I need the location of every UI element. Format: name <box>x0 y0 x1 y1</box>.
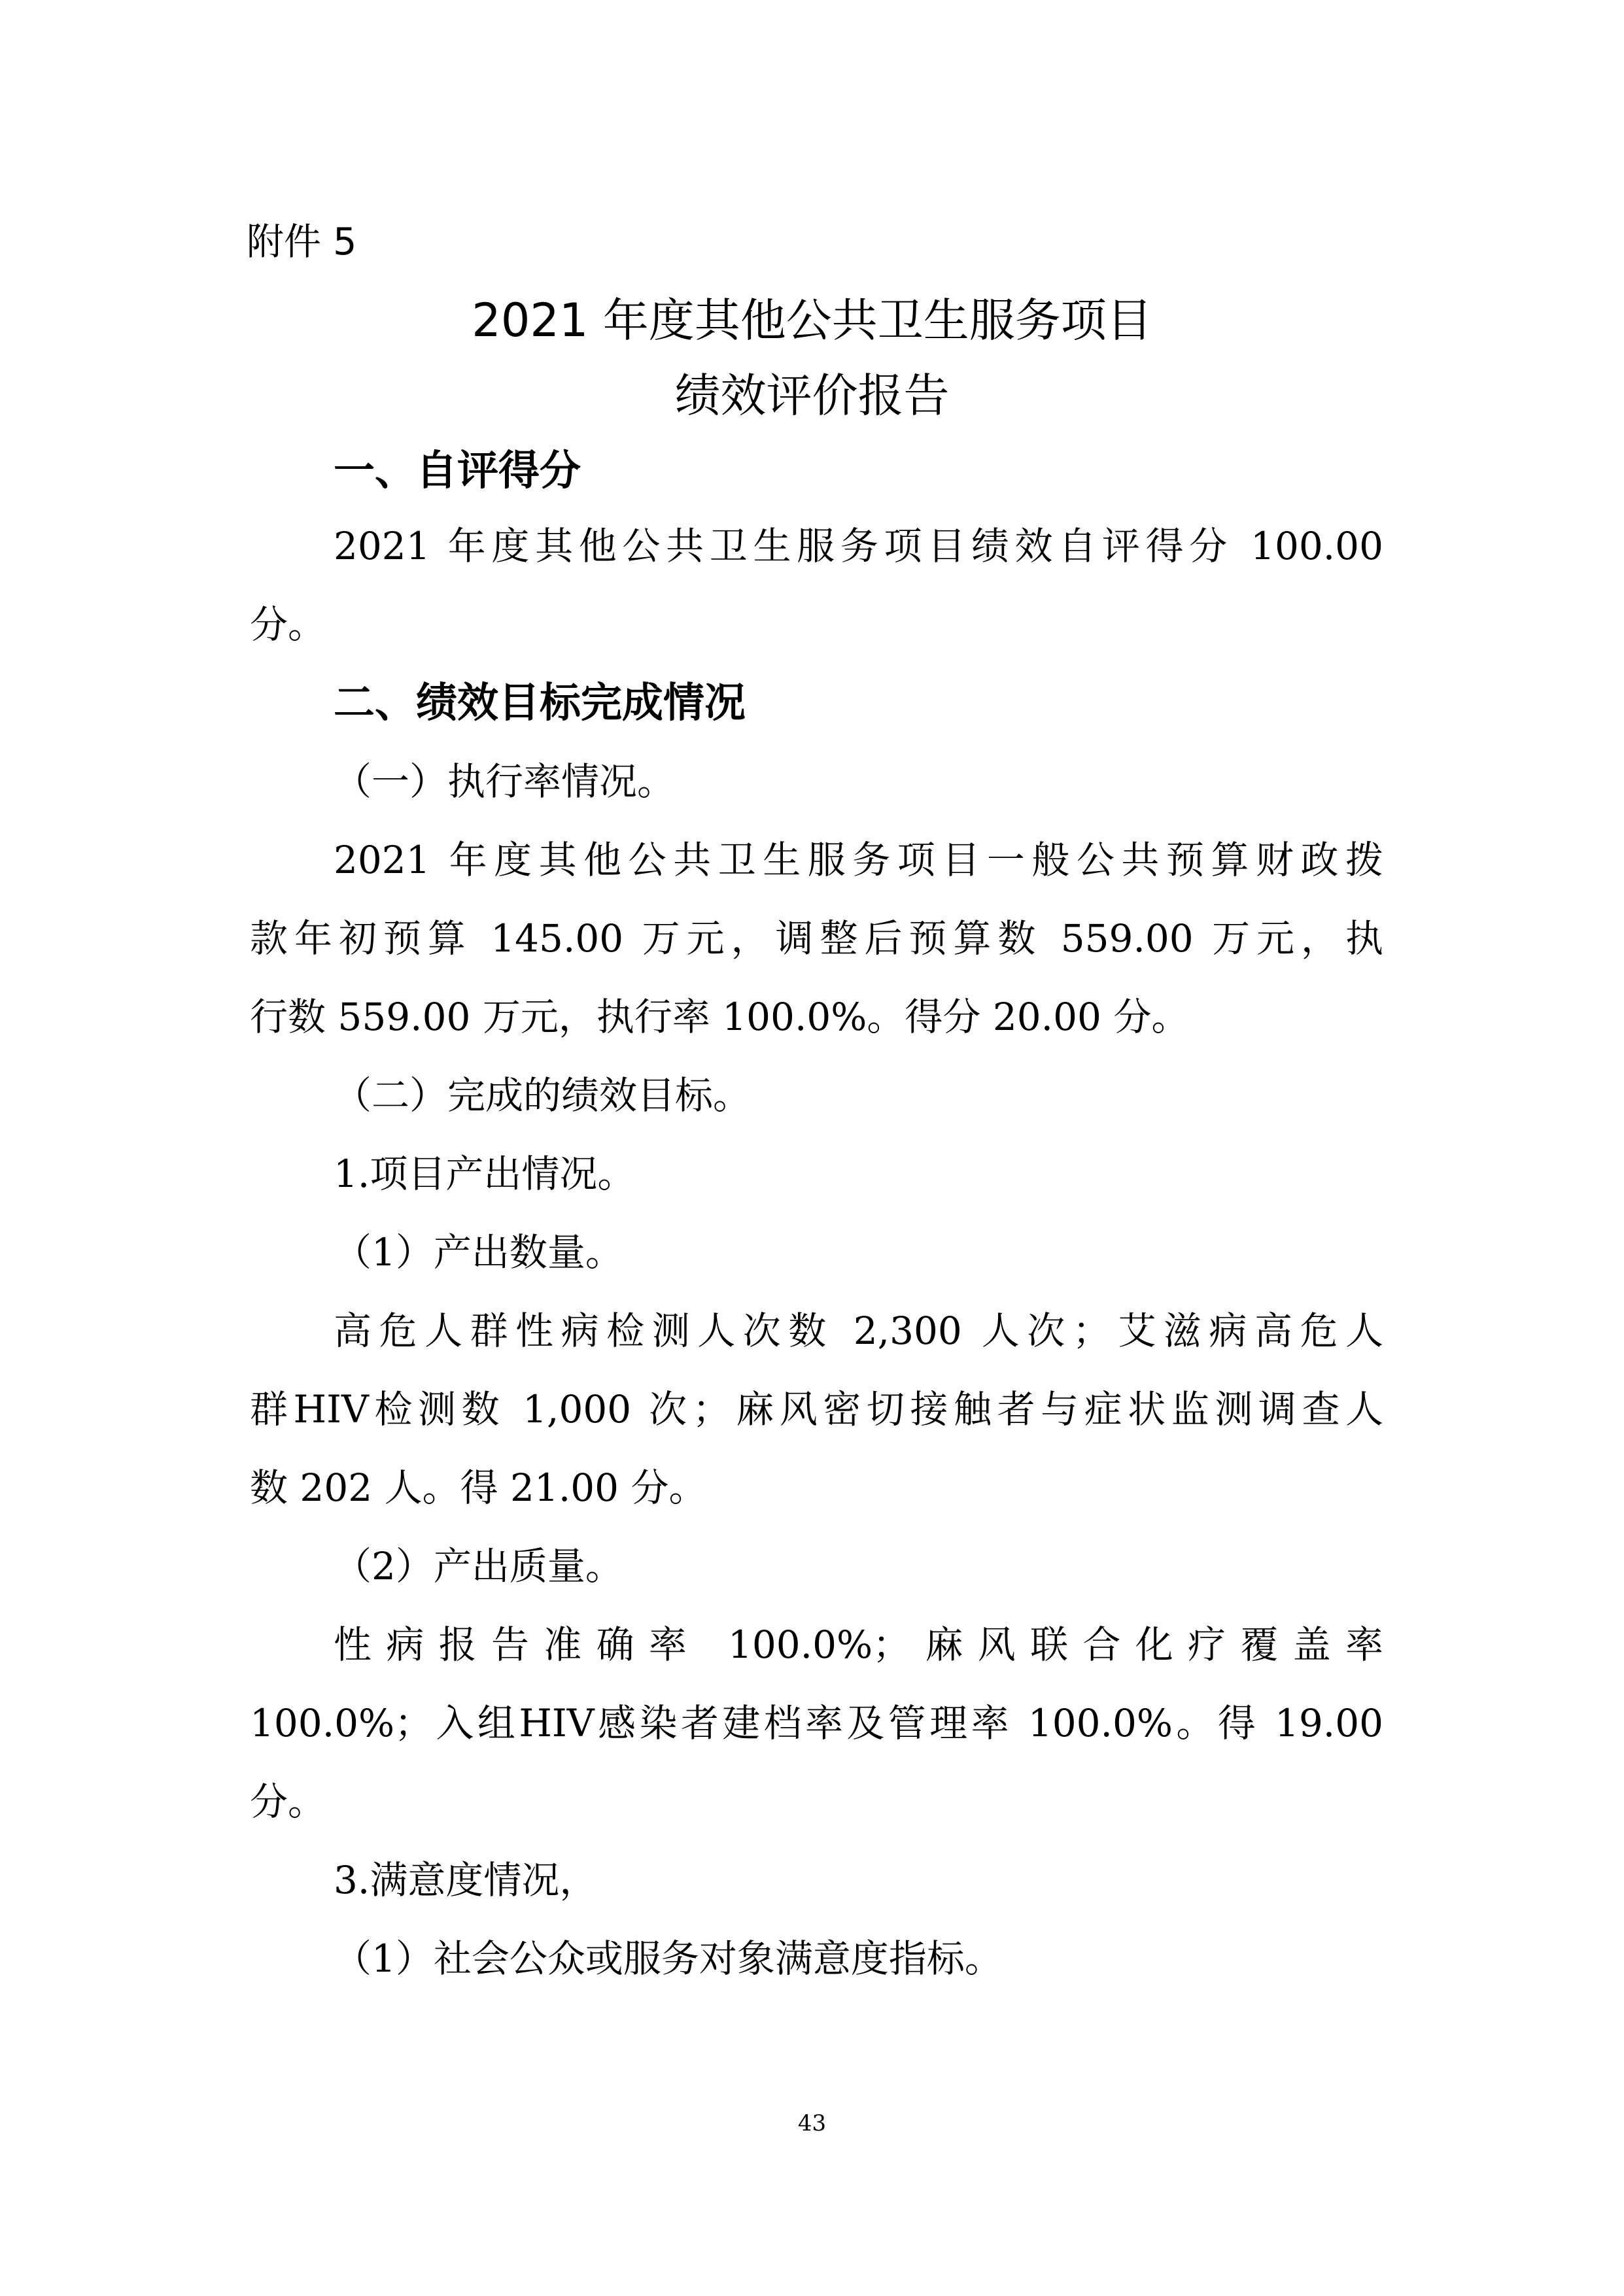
section1-heading: 一、自评得分 <box>334 447 581 494</box>
sub1-para-line3: 行数 559.00 万元，执行率 100.0%。得分 20.00 分。 <box>250 995 1190 1039</box>
satisfaction-item-heading: 3.满意度情况， <box>334 1858 598 1902</box>
quantity-heading: （1）产出数量。 <box>334 1230 623 1275</box>
page-number: 43 <box>797 2110 827 2136</box>
sub1-para-line1: 2021 年度其他公共卫生服务项目一般公共预算财政拨 <box>334 838 1383 882</box>
quality-line3: 分。 <box>250 1779 326 1824</box>
attachment-label: 附件 5 <box>247 220 357 264</box>
quantity-line3: 数 202 人。得 21.00 分。 <box>250 1465 707 1510</box>
section1-para-line1: 2021 年度其他公共卫生服务项目绩效自评得分 100.00 <box>334 524 1383 568</box>
quality-heading: （2）产出质量。 <box>334 1544 623 1588</box>
quality-line2: 100.0%；入组HIV感染者建档率及管理率 100.0%。得 19.00 <box>250 1701 1383 1745</box>
section2-heading: 二、绩效目标完成情况 <box>334 679 746 727</box>
sub2-heading: （二）完成的绩效目标。 <box>334 1073 752 1118</box>
report-title-line2: 绩效评价报告 <box>674 369 950 422</box>
sub1-para-line2: 款年初预算 145.00 万元，调整后预算数 559.00 万元，执 <box>250 916 1383 961</box>
section1-para-line2: 分。 <box>250 602 326 647</box>
quantity-line2: 群HIV检测数 1,000 次；麻风密切接触者与症状监测调查人 <box>250 1387 1383 1431</box>
sub1-heading: （一）执行率情况。 <box>334 759 676 804</box>
quality-line1: 性病报告准确率 100.0%；麻风联合化疗覆盖率 <box>334 1622 1383 1667</box>
quantity-line1: 高危人群性病检测人次数 2,300 人次；艾滋病高危人 <box>334 1309 1383 1353</box>
report-title-line1: 2021 年度其他公共卫生服务项目 <box>472 294 1152 347</box>
satisfaction-indicator-heading: （1）社会公众或服务对象满意度指标。 <box>334 1936 1003 1981</box>
output-item-heading: 1.项目产出情况。 <box>334 1152 636 1196</box>
